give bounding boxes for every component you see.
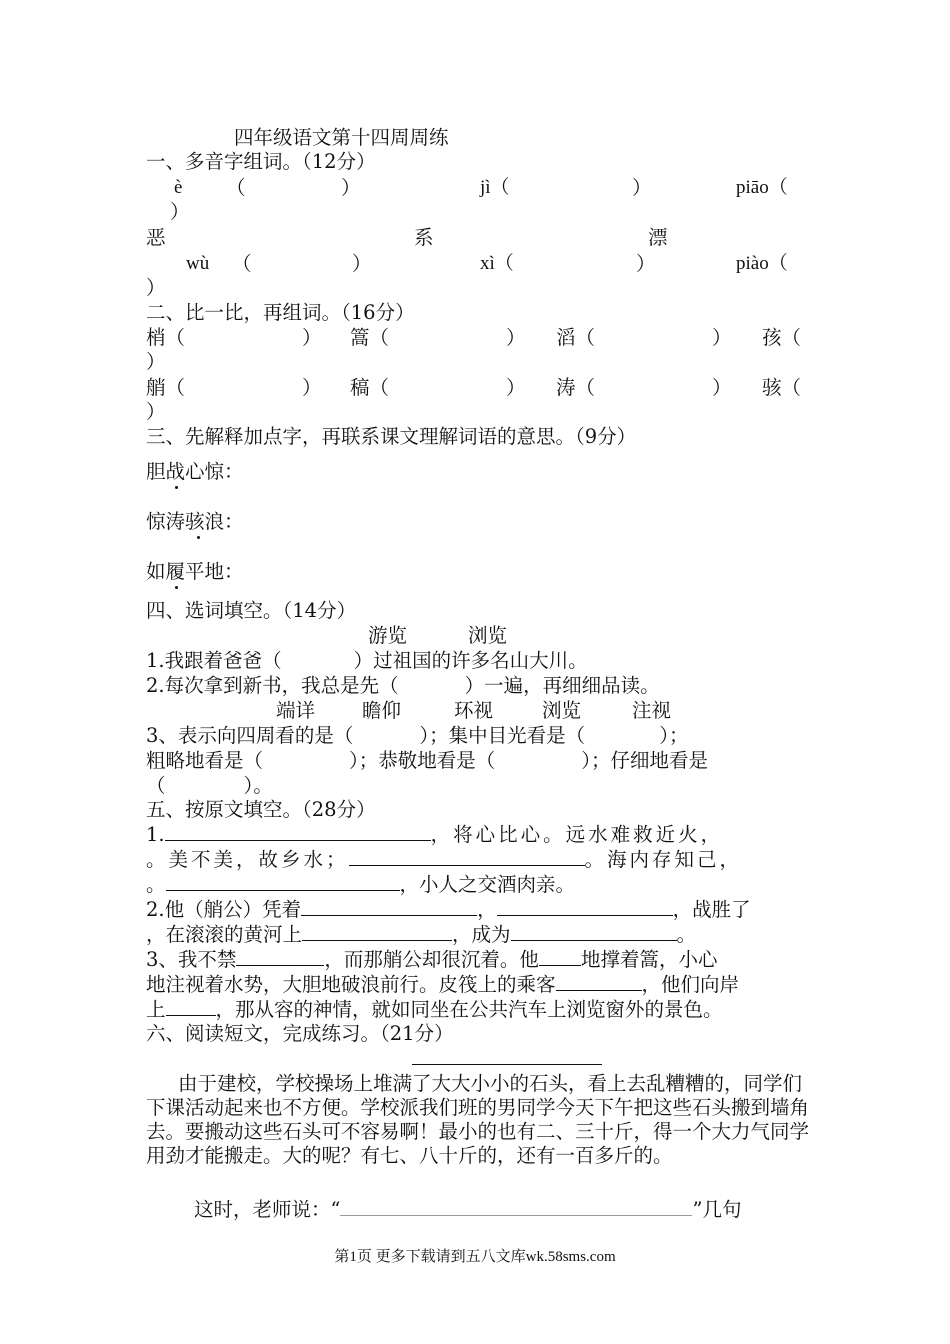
pinyin-piao1: piāo（	[736, 177, 788, 198]
bracket-close: ）	[632, 176, 652, 199]
question-text: 3、表示向四周看的是（	[146, 724, 354, 747]
question-line	[146, 674, 660, 698]
fill-line	[146, 923, 696, 947]
answer-blank[interactable]	[165, 823, 431, 841]
bracket-close: ）	[506, 326, 526, 349]
fill-text: ，	[477, 898, 497, 921]
fill-text: ，而那艄公却很沉着。他	[324, 948, 539, 971]
word-cell: 滔（	[556, 326, 596, 349]
pinyin-xi: xì（	[480, 253, 514, 274]
bracket-close: ）	[146, 350, 166, 373]
page-title: 四年级语文第十四周周练	[234, 126, 449, 149]
bracket-close: ）	[352, 252, 372, 275]
passage-text: ”几句	[692, 1198, 742, 1221]
bracket-close: ）	[712, 326, 732, 349]
word-option: 浏览	[468, 624, 508, 647]
fill-text: ，那从容的神情，就如同坐在公共汽车上浏览窗外的景色。	[215, 998, 723, 1021]
fill-line	[146, 973, 739, 997]
question-text: ）过祖国的许多名山大川。	[353, 649, 588, 672]
word-option: 瞻仰	[362, 699, 402, 722]
fill-line	[146, 873, 575, 897]
fill-text: ，成为	[452, 923, 511, 946]
char-xi: 系	[414, 226, 434, 249]
fill-text: 2.他（艄公）凭着	[146, 898, 302, 921]
section-2-heading: 二、比一比，再组词。（16分）	[146, 301, 415, 324]
question-text: ）；集中目光看是（	[419, 724, 586, 747]
bracket-close: ）	[302, 326, 322, 349]
fill-text: 。	[676, 923, 697, 946]
fill-text: 。美不美，故乡水；	[146, 848, 349, 871]
fill-line	[146, 948, 717, 972]
answer-blank[interactable]	[236, 948, 324, 966]
passage-last-line	[194, 1198, 741, 1222]
answer-blank[interactable]	[301, 898, 477, 916]
fill-text: ，他们向岸	[641, 973, 740, 996]
answer-blank[interactable]	[349, 848, 585, 866]
section-1-heading: 一、多音字组词。（12分）	[146, 150, 376, 173]
word-option: 端详	[276, 699, 316, 722]
word-option: 浏览	[542, 699, 582, 722]
pinyin-wu: wù	[186, 253, 210, 274]
pinyin-piao4: piào（	[736, 253, 788, 274]
fill-line	[146, 898, 751, 922]
question-text: （	[146, 774, 166, 797]
answer-blank[interactable]	[497, 898, 673, 916]
question-text: ）；恭敬地看是（	[349, 749, 496, 772]
bracket-close: ）	[341, 176, 361, 199]
question-line	[146, 724, 688, 748]
emphasis-dot	[175, 586, 178, 589]
word-option: 注视	[632, 699, 672, 722]
word-cell: 骇（	[762, 376, 802, 399]
answer-blank[interactable]	[166, 998, 216, 1016]
fill-text: 3、我不禁	[146, 948, 237, 971]
answer-blank[interactable]	[539, 948, 581, 966]
passage-title-blank[interactable]	[412, 1048, 602, 1065]
word-option: 环视	[454, 699, 494, 722]
fill-line	[146, 848, 742, 872]
word-cell: 篙（	[350, 326, 390, 349]
answer-blank[interactable]	[511, 923, 677, 941]
question-text: ）。	[243, 774, 273, 797]
question-text: 1.我跟着爸爸（	[146, 649, 282, 672]
fill-text: ，将心比心。远水难救近火，	[430, 823, 724, 846]
fill-text: 地注视着水势，大胆地破浪前行。皮筏上的乘客	[146, 973, 556, 996]
word-cell: 涛（	[556, 376, 596, 399]
question-line	[146, 749, 708, 773]
passage-text: 这时，老师说：“	[194, 1198, 341, 1221]
answer-blank[interactable]	[340, 1198, 692, 1216]
fill-text: 。	[146, 873, 166, 896]
fill-line	[146, 823, 723, 847]
bracket-close: ）	[636, 252, 656, 275]
section-6-heading: 六、阅读短文，完成练习。（21分）	[146, 1022, 454, 1045]
question-text: 粗略地看是（	[146, 749, 264, 772]
question-text: ）一遍，再细细品读。	[464, 674, 660, 697]
word-cell: 孩（	[762, 326, 802, 349]
word-option: 游览	[368, 624, 408, 647]
idiom-item: 胆战心惊：	[146, 460, 244, 483]
fill-line	[146, 998, 723, 1022]
bracket-close: ）	[506, 376, 526, 399]
section-4-heading: 四、选词填空。（14分）	[146, 599, 357, 622]
word-cell: 艄（	[146, 376, 186, 399]
question-line	[146, 774, 273, 798]
idiom-item: 如履平地：	[146, 560, 244, 583]
bracket-close: ）	[170, 200, 190, 223]
bracket-close: ）	[146, 276, 166, 299]
word-cell: 梢（	[146, 326, 186, 349]
emphasis-dot	[197, 536, 200, 539]
bracket-open: （	[226, 176, 246, 199]
bracket-close: ）	[712, 376, 732, 399]
emphasis-dot	[175, 486, 178, 489]
fill-text: ，在滚滚的黄河上	[146, 923, 303, 946]
fill-text: 。海内存知己，	[584, 848, 743, 871]
char-piao: 漂	[648, 226, 668, 249]
answer-blank[interactable]	[556, 973, 642, 991]
fill-text: ，小人之交酒肉亲。	[399, 873, 576, 896]
fill-text: 上	[146, 998, 166, 1021]
answer-blank[interactable]	[166, 873, 400, 891]
question-text: ）；仔细地看是	[581, 749, 709, 772]
pinyin-ji: jì（	[480, 177, 510, 198]
question-text: 2.每次拿到新书，我总是先（	[146, 674, 399, 697]
bracket-close: ）	[302, 376, 322, 399]
page-footer: 第1页 更多下载请到五八文库wk.58sms.com	[334, 1249, 616, 1265]
section-5-heading: 五、按原文填空。（28分）	[146, 798, 376, 821]
question-text: ）；	[659, 724, 689, 747]
fill-text: 1.	[146, 823, 165, 846]
word-cell: 稿（	[350, 376, 390, 399]
section-3-heading: 三、先解释加点字，再联系课文理解词语的意思。（9分）	[146, 425, 637, 448]
fill-text: 地撑着篙，小心	[580, 948, 718, 971]
idiom-item: 惊涛骇浪：	[146, 510, 244, 533]
answer-blank[interactable]	[302, 923, 452, 941]
fill-text: ，战胜了	[672, 898, 751, 921]
reading-passage: 由于建校，学校操场上堆满了大大小小的石头，看上去乱糟糟的，同学们下课活动起来也不方便。学校派我们班的男同学今天下午把这些石头搬到墙角去。要搬动这些石头可不容易啊！最小的也有二、三十斤，得一个大力气同学用劲才能搬走。大的呢？有七、八十斤的，还有一百多斤的。	[146, 1072, 810, 1167]
char-e: 恶	[146, 226, 166, 249]
question-line	[146, 649, 588, 673]
pinyin-e: è	[174, 177, 183, 198]
bracket-close: ）	[146, 400, 166, 423]
bracket-open: （	[232, 252, 252, 275]
